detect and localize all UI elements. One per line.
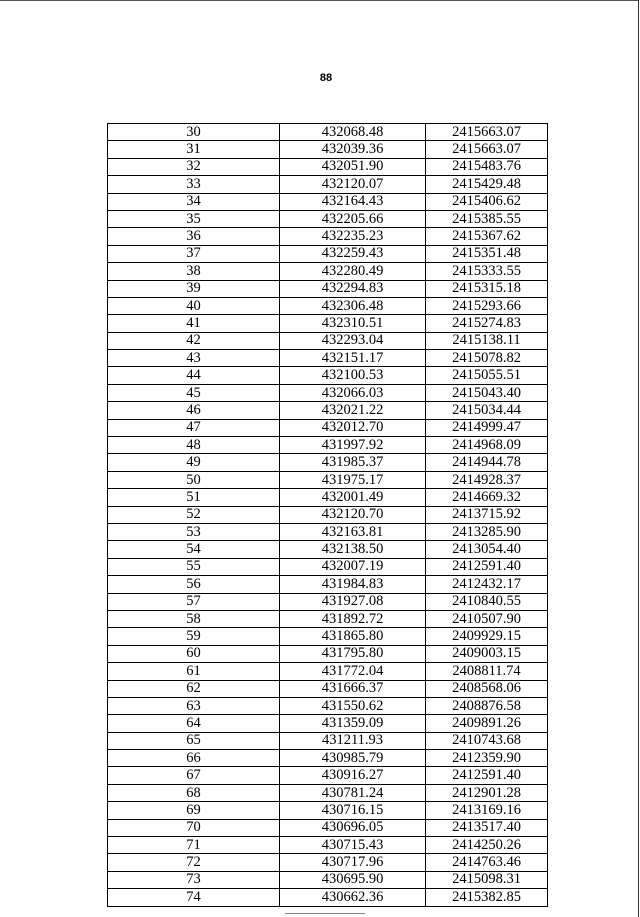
y-coordinate-cell: 2412359.90	[426, 750, 548, 767]
x-coordinate-cell: 432100.53	[280, 367, 426, 384]
y-coordinate-cell: 2415293.66	[426, 297, 548, 314]
point-number-cell: 45	[108, 384, 280, 401]
point-number-cell: 58	[108, 610, 280, 627]
x-coordinate-cell: 432120.07	[280, 176, 426, 193]
x-coordinate-cell: 432007.19	[280, 558, 426, 575]
y-coordinate-cell: 2413285.90	[426, 523, 548, 540]
table-row	[108, 784, 548, 801]
point-number-cell: 31	[108, 141, 280, 158]
table-row	[108, 437, 548, 454]
point-number-cell: 59	[108, 628, 280, 645]
y-coordinate-cell: 2409891.26	[426, 715, 548, 732]
point-number-cell: 56	[108, 576, 280, 593]
x-coordinate-cell: 431359.09	[280, 715, 426, 732]
y-coordinate-cell: 2414968.09	[426, 437, 548, 454]
point-number-cell: 66	[108, 750, 280, 767]
table-row	[108, 315, 548, 332]
y-coordinate-cell: 2412432.17	[426, 576, 548, 593]
y-coordinate-cell: 2415034.44	[426, 402, 548, 419]
point-number-cell: 63	[108, 697, 280, 714]
y-coordinate-cell: 2414763.46	[426, 854, 548, 871]
y-coordinate-cell: 2415315.18	[426, 280, 548, 297]
y-coordinate-cell: 2413715.92	[426, 506, 548, 523]
point-number-cell: 33	[108, 176, 280, 193]
y-coordinate-cell: 2410840.55	[426, 593, 548, 610]
y-coordinate-cell: 2408811.74	[426, 663, 548, 680]
x-coordinate-cell: 431985.37	[280, 454, 426, 471]
x-coordinate-cell: 432310.51	[280, 315, 426, 332]
y-coordinate-cell: 2415429.48	[426, 176, 548, 193]
table-row	[108, 176, 548, 193]
y-coordinate-cell: 2415078.82	[426, 350, 548, 367]
table-row	[108, 193, 548, 210]
table-row	[108, 576, 548, 593]
table-row	[108, 506, 548, 523]
point-number-cell: 57	[108, 593, 280, 610]
y-coordinate-cell: 2414944.78	[426, 454, 548, 471]
y-coordinate-cell: 2413169.16	[426, 802, 548, 819]
point-number-cell: 64	[108, 715, 280, 732]
y-coordinate-cell: 2412901.28	[426, 784, 548, 801]
y-coordinate-cell: 2415138.11	[426, 332, 548, 349]
point-number-cell: 35	[108, 210, 280, 227]
y-coordinate-cell: 2409929.15	[426, 628, 548, 645]
y-coordinate-cell: 2415406.62	[426, 193, 548, 210]
y-coordinate-cell: 2415483.76	[426, 158, 548, 175]
table-row	[108, 141, 548, 158]
x-coordinate-cell: 430916.27	[280, 767, 426, 784]
point-number-cell: 30	[108, 124, 280, 141]
point-number-cell: 67	[108, 767, 280, 784]
y-coordinate-cell: 2408568.06	[426, 680, 548, 697]
table-row	[108, 628, 548, 645]
table-row	[108, 454, 548, 471]
table-row	[108, 871, 548, 888]
point-number-cell: 60	[108, 645, 280, 662]
x-coordinate-cell: 431550.62	[280, 697, 426, 714]
table-row	[108, 350, 548, 367]
table-row	[108, 419, 548, 436]
y-coordinate-cell: 2414999.47	[426, 419, 548, 436]
table-row	[108, 523, 548, 540]
x-coordinate-cell: 432164.43	[280, 193, 426, 210]
table-row	[108, 384, 548, 401]
x-coordinate-cell: 430716.15	[280, 802, 426, 819]
point-number-cell: 71	[108, 837, 280, 854]
point-number-cell: 39	[108, 280, 280, 297]
table-row	[108, 680, 548, 697]
x-coordinate-cell: 432021.22	[280, 402, 426, 419]
x-coordinate-cell: 431975.17	[280, 471, 426, 488]
x-coordinate-cell: 430781.24	[280, 784, 426, 801]
y-coordinate-cell: 2415333.55	[426, 263, 548, 280]
table-row	[108, 489, 548, 506]
x-coordinate-cell: 432051.90	[280, 158, 426, 175]
x-coordinate-cell: 431892.72	[280, 610, 426, 627]
x-coordinate-cell: 432066.03	[280, 384, 426, 401]
point-number-cell: 44	[108, 367, 280, 384]
table-row	[108, 837, 548, 854]
point-number-cell: 51	[108, 489, 280, 506]
table-row	[108, 802, 548, 819]
y-coordinate-cell: 2410743.68	[426, 732, 548, 749]
x-coordinate-cell: 430695.90	[280, 871, 426, 888]
x-coordinate-cell: 432205.66	[280, 210, 426, 227]
table-row	[108, 732, 548, 749]
x-coordinate-cell: 432151.17	[280, 350, 426, 367]
x-coordinate-cell: 432280.49	[280, 263, 426, 280]
table-row	[108, 750, 548, 767]
point-number-cell: 61	[108, 663, 280, 680]
x-coordinate-cell: 432039.36	[280, 141, 426, 158]
y-coordinate-cell: 2415274.83	[426, 315, 548, 332]
point-number-cell: 54	[108, 541, 280, 558]
table-row	[108, 158, 548, 175]
point-number-cell: 41	[108, 315, 280, 332]
y-coordinate-cell: 2415663.07	[426, 124, 548, 141]
x-coordinate-cell: 430696.05	[280, 819, 426, 836]
x-coordinate-cell: 431795.80	[280, 645, 426, 662]
x-coordinate-cell: 432001.49	[280, 489, 426, 506]
table-body	[108, 124, 548, 907]
x-coordinate-cell: 431997.92	[280, 437, 426, 454]
x-coordinate-cell: 430715.43	[280, 837, 426, 854]
table-row	[108, 854, 548, 871]
x-coordinate-cell: 431984.83	[280, 576, 426, 593]
x-coordinate-cell: 432306.48	[280, 297, 426, 314]
page-edge-top	[0, 0, 638, 1]
point-number-cell: 65	[108, 732, 280, 749]
table-row	[108, 124, 548, 141]
y-coordinate-cell: 2414928.37	[426, 471, 548, 488]
table-row	[108, 228, 548, 245]
table-row	[108, 558, 548, 575]
x-coordinate-cell: 432259.43	[280, 245, 426, 262]
y-coordinate-cell: 2413054.40	[426, 541, 548, 558]
y-coordinate-cell: 2414669.32	[426, 489, 548, 506]
table-row	[108, 402, 548, 419]
point-number-cell: 47	[108, 419, 280, 436]
point-number-cell: 37	[108, 245, 280, 262]
point-number-cell: 72	[108, 854, 280, 871]
y-coordinate-cell: 2414250.26	[426, 837, 548, 854]
point-number-cell: 32	[108, 158, 280, 175]
y-coordinate-cell: 2415382.85	[426, 889, 548, 906]
table-row	[108, 663, 548, 680]
table-row	[108, 367, 548, 384]
y-coordinate-cell: 2412591.40	[426, 767, 548, 784]
point-number-cell: 43	[108, 350, 280, 367]
y-coordinate-cell: 2415663.07	[426, 141, 548, 158]
table-row	[108, 297, 548, 314]
point-number-cell: 38	[108, 263, 280, 280]
point-number-cell: 49	[108, 454, 280, 471]
table-row	[108, 280, 548, 297]
x-coordinate-cell: 432120.70	[280, 506, 426, 523]
y-coordinate-cell: 2408876.58	[426, 697, 548, 714]
y-coordinate-cell: 2413517.40	[426, 819, 548, 836]
point-number-cell: 70	[108, 819, 280, 836]
x-coordinate-cell: 432235.23	[280, 228, 426, 245]
point-number-cell: 46	[108, 402, 280, 419]
table-row	[108, 819, 548, 836]
table-row	[108, 471, 548, 488]
point-number-cell: 40	[108, 297, 280, 314]
x-coordinate-cell: 431865.80	[280, 628, 426, 645]
y-coordinate-cell: 2409003.15	[426, 645, 548, 662]
x-coordinate-cell: 430985.79	[280, 750, 426, 767]
table-row	[108, 245, 548, 262]
x-coordinate-cell: 430662.36	[280, 889, 426, 906]
table-row	[108, 715, 548, 732]
y-coordinate-cell: 2415367.62	[426, 228, 548, 245]
y-coordinate-cell: 2415055.51	[426, 367, 548, 384]
table-row	[108, 767, 548, 784]
x-coordinate-cell: 432163.81	[280, 523, 426, 540]
point-number-cell: 74	[108, 889, 280, 906]
page-edge-right	[638, 0, 639, 917]
y-coordinate-cell: 2415351.48	[426, 245, 548, 262]
point-number-cell: 42	[108, 332, 280, 349]
x-coordinate-cell: 431927.08	[280, 593, 426, 610]
y-coordinate-cell: 2412591.40	[426, 558, 548, 575]
point-number-cell: 34	[108, 193, 280, 210]
x-coordinate-cell: 431772.04	[280, 663, 426, 680]
y-coordinate-cell: 2415043.40	[426, 384, 548, 401]
point-number-cell: 50	[108, 471, 280, 488]
point-number-cell: 68	[108, 784, 280, 801]
x-coordinate-cell: 431211.93	[280, 732, 426, 749]
coordinates-table	[107, 123, 548, 907]
table-row	[108, 889, 548, 906]
table-row	[108, 210, 548, 227]
point-number-cell: 36	[108, 228, 280, 245]
table-row	[108, 697, 548, 714]
y-coordinate-cell: 2415385.55	[426, 210, 548, 227]
table-row	[108, 332, 548, 349]
x-coordinate-cell: 432294.83	[280, 280, 426, 297]
y-coordinate-cell: 2410507.90	[426, 610, 548, 627]
table-row	[108, 263, 548, 280]
point-number-cell: 62	[108, 680, 280, 697]
x-coordinate-cell: 432293.04	[280, 332, 426, 349]
table-row	[108, 593, 548, 610]
x-coordinate-cell: 432138.50	[280, 541, 426, 558]
x-coordinate-cell: 432012.70	[280, 419, 426, 436]
scan-artifact-line	[285, 913, 365, 914]
table-row	[108, 541, 548, 558]
point-number-cell: 52	[108, 506, 280, 523]
table-row	[108, 645, 548, 662]
table-row	[108, 610, 548, 627]
point-number-cell: 73	[108, 871, 280, 888]
point-number-cell: 48	[108, 437, 280, 454]
x-coordinate-cell: 431666.37	[280, 680, 426, 697]
y-coordinate-cell: 2415098.31	[426, 871, 548, 888]
point-number-cell: 53	[108, 523, 280, 540]
point-number-cell: 55	[108, 558, 280, 575]
x-coordinate-cell: 430717.96	[280, 854, 426, 871]
x-coordinate-cell: 432068.48	[280, 124, 426, 141]
page-number: 88	[319, 72, 333, 84]
point-number-cell: 69	[108, 802, 280, 819]
